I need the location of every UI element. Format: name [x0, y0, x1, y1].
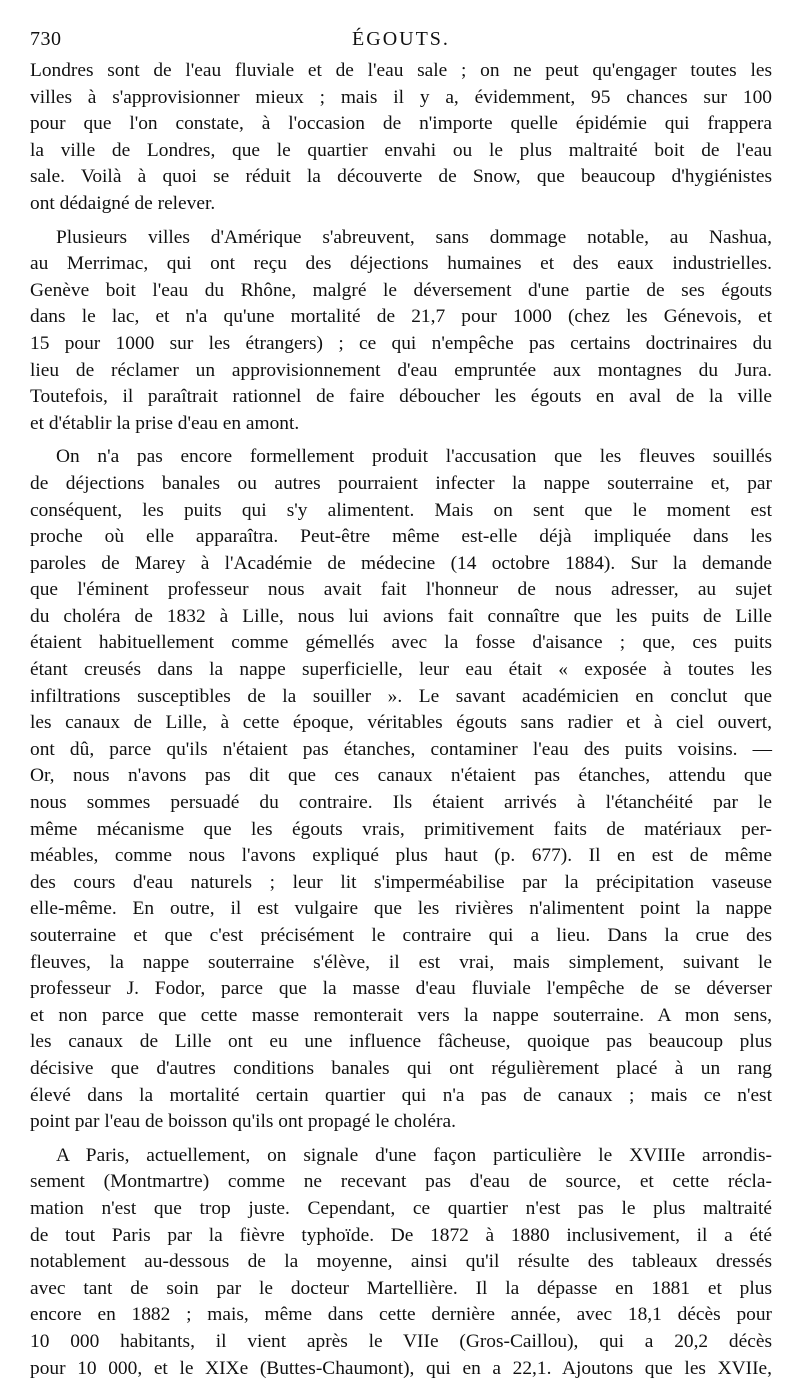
text-line: conséquent, les puits qui s'y alimentent. Mais on sent que le moment est	[30, 499, 772, 521]
text-line: étaient habituellement comme gémellés avec la fosse d'aisance ; que, ces puits	[30, 632, 772, 654]
text-line: lieu de réclamer un approvisionnement d'eau empruntée aux montagnes du Jura.	[30, 359, 772, 381]
text-line: villes à s'approvisionner mieux ; mais il y a, évidemment, 95 chances sur 100	[30, 86, 772, 108]
text-line: et non parce que cette masse remonterait vers la nappe souterraine. A mon sens,	[30, 1004, 772, 1026]
text-line: 10 000 habitants, il vient après le VIIe (Gros-Caillou), qui a 20,2 décès	[30, 1330, 772, 1352]
text-line: professeur J. Fodor, parce que la masse d'eau fluviale l'empêche de se déverser	[30, 978, 772, 1000]
text-line: de tout Paris par la fièvre typhoïde. De 1872 à 1880 inclusivement, il a été	[30, 1224, 772, 1246]
text-line: les canaux de Lille, à cette époque, véritables égouts sans radier et à ciel ouvert,	[30, 712, 772, 734]
paragraph	[30, 58, 772, 218]
text-line: des cours d'eau naturels ; leur lit s'imperméabilise par la précipitation vaseuse	[30, 871, 772, 893]
text-line: et d'établir la prise d'eau en amont.	[30, 412, 300, 434]
text-line: les canaux de Lille ont eu une influence fâcheuse, quoique pas beaucoup plus	[30, 1031, 772, 1053]
page-header	[30, 26, 772, 58]
text-line: étant creusés dans la nappe superficielle, leur eau était « exposée à toutes les	[30, 659, 772, 681]
text-line: On n'a pas encore formellement produit l'accusation que les fleuves souillés	[56, 446, 772, 468]
text-line: ont dédaigné de relever.	[30, 192, 216, 214]
text-line: même mécanisme que les égouts vrais, primitivement faits de matériaux per-	[30, 818, 772, 840]
paragraph	[30, 444, 772, 1135]
text-line: A Paris, actuellement, on signale d'une façon particulière le XVIIIe arrondis-	[56, 1144, 772, 1166]
text-line: au Merrimac, qui ont reçu des déjections humaines et des eaux industrielles.	[30, 253, 772, 275]
text-line: méables, comme nous l'avons expliqué plus haut (p. 677). Il en est de même	[30, 845, 772, 867]
text-line: de déjections banales ou autres pourraient infecter la nappe souterraine et, par	[30, 472, 772, 494]
text-line: mation n'est que trop juste. Cependant, ce quartier n'est pas le plus maltraité	[30, 1197, 772, 1219]
text-line: souterraine et que c'est précisément le contraire qui a lieu. Dans la crue des	[30, 925, 772, 946]
text-line: Toutefois, il paraîtrait rationnel de faire déboucher les égouts en aval de la ville	[30, 386, 772, 408]
text-line: point par l'eau de boisson qu'ils ont propagé le choléra.	[30, 1111, 456, 1133]
text-line: fleuves, la nappe souterraine s'élève, il est vrai, mais simplement, suivant le	[30, 951, 772, 973]
text-line: dans le lac, et n'a qu'une mortalité de 21,7 pour 1000 (chez les Génevois, et	[30, 306, 772, 328]
text-line: Genève boit l'eau du Rhône, malgré le déversement d'une partie de ses égouts	[30, 279, 772, 301]
paragraph	[30, 1143, 772, 1382]
text-line: sement (Montmartre) comme ne recevant pas d'eau de source, et cette récla-	[30, 1171, 772, 1193]
text-line: proche où elle apparaîtra. Peut-être même est-elle déjà impliquée dans les	[30, 526, 772, 548]
text-line: Plusieurs villes d'Amérique s'abreuvent, sans dommage notable, au Nashua,	[56, 226, 772, 248]
page-number: 730	[30, 28, 62, 50]
text-line: paroles de Marey à l'Académie de médecine (14 octobre 1884). Sur la demande	[30, 552, 772, 574]
running-title: ÉGOUTS.	[352, 28, 450, 50]
page	[30, 26, 772, 1389]
text-line: du choléra de 1832 à Lille, nous lui avions fait connaître que les puits de Lille	[30, 605, 772, 627]
text-line: la ville de Londres, que le quartier envahi ou le plus maltraité boit de l'eau	[30, 139, 772, 161]
text-line: sale. Voilà à quoi se réduit la découverte de Snow, que beaucoup d'hygiénistes	[30, 166, 772, 188]
text-line: pour que l'on constate, à l'occasion de n'importe quelle épidémie qui frappera	[30, 113, 772, 135]
text-line: 15 pour 1000 sur les étrangers) ; ce qui n'empêche pas certains doctrinaires du	[30, 332, 772, 354]
text-line: Londres sont de l'eau fluviale et de l'eau sale ; on ne peut qu'engager toutes les	[30, 60, 772, 81]
text-line: avec tant de soin par le docteur Martellière. Il la dépasse en 1881 et plus	[30, 1277, 772, 1299]
text-line: élevé dans la mortalité certain quartier qui n'a pas de canaux ; mais ce n'est	[30, 1084, 772, 1106]
text-line: notablement au-dessous de la moyenne, ainsi qu'il résulte des tableaux dressés	[30, 1251, 772, 1273]
paragraph	[30, 225, 772, 438]
text-line: infiltrations susceptibles de la souiller ». Le savant académicien en conclut que	[30, 685, 772, 707]
text-line: elle-même. En outre, il est vulgaire que les rivières n'alimentent point la nappe	[30, 898, 772, 920]
text-line: que l'éminent professeur nous avait fait l'honneur de nous adresser, au sujet	[30, 579, 772, 601]
text-line: décisive que d'autres conditions banales qui ont régulièrement placé à un rang	[30, 1057, 772, 1079]
text-line: encore en 1882 ; mais, même dans cette dernière année, avec 18,1 décès pour	[30, 1304, 772, 1326]
body-text	[30, 58, 772, 1382]
text-line: Or, nous n'avons pas dit que ces canaux n'étaient pas étanches, attendu que	[30, 765, 772, 787]
text-line: ont dû, parce qu'ils n'étaient pas étanches, contaminer l'eau des puits voisins. —	[30, 738, 772, 760]
text-line: nous sommes persuadé du contraire. Ils étaient arrivés à l'étanchéité par le	[30, 792, 772, 814]
text-line: pour 10 000, et le XIXe (Buttes-Chaumont), qui en a 22,1. Ajoutons que les XVIIe,	[30, 1357, 772, 1379]
